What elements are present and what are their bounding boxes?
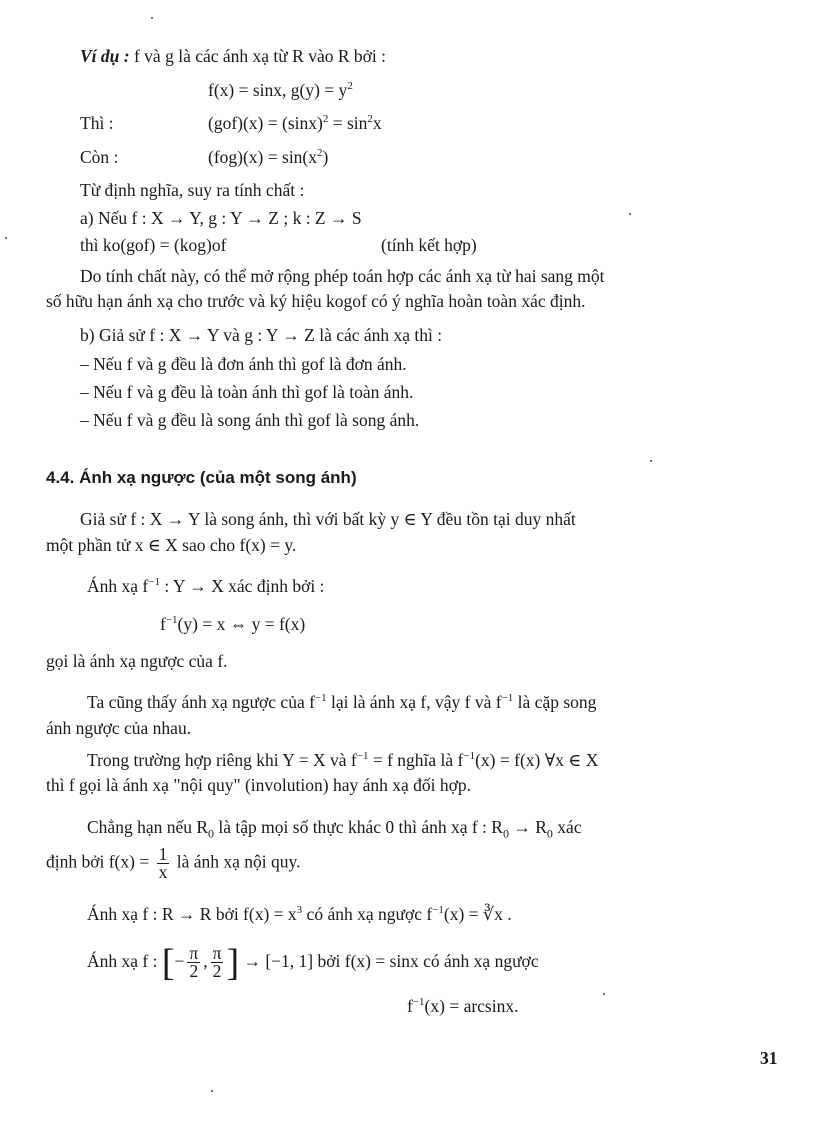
con-label: Còn :	[80, 147, 119, 167]
p6-line-1: Chẳng hạn nếu $R_0$ là tập mọi số thực khác 0 thì ánh xạ f : $R_0 \to R_0$ xác	[87, 817, 582, 841]
p2-line: Ánh xạ $f^{-1}$ : Y → X xác định bởi :	[87, 576, 325, 596]
example-intro-text: f và g là các ánh xạ từ R vào R bởi :	[133, 46, 386, 66]
section-heading: 4.4. Ánh xạ ngược (của một song ánh)	[46, 468, 357, 487]
p4-line-1: Ta cũng thấy ánh xạ ngược của $f^{-1}$ lại là ánh xạ f, vậy f và $f^{-1}$ là cặp song	[87, 692, 597, 712]
assoc-note: (tính kết hợp)	[381, 235, 477, 255]
bullet-2: – Nếu f và g đều là toàn ánh thì gof là toàn ánh.	[80, 382, 414, 402]
one-over-x-fraction: $\frac{1}{x}$	[158, 844, 168, 882]
p5-line-1: Trong trường hợp riêng khi Y = X và $f^{-1} = f$ nghĩa là $f^{-1}(x) = f(x)$ ∀x ∈ X	[87, 750, 599, 770]
scan-speck	[151, 17, 153, 19]
gof-formula: $(gof)(x) = (\sin x)^2 = \sin^2x$	[208, 113, 382, 133]
pi-over-two-fraction-right: $\frac{\pi}{2}$	[212, 943, 222, 982]
thi-label: Thì :	[80, 113, 114, 133]
p7-line: Ánh xạ f : R → R bởi $f(x) = x^3$ có ánh xạ ngược $f^{-1}(x)$ = ∛x .	[87, 904, 512, 924]
page-number: 31	[760, 1048, 778, 1068]
fog-formula: $(fog)(x) = \sin(x^2)$	[208, 147, 329, 167]
p5-line-2: thì f gọi là ánh xạ "nội quy" (involution) hay ánh xạ đối hợp.	[46, 775, 471, 795]
bullet-1: – Nếu f và g đều là đơn ánh thì gof là đơn ánh.	[80, 354, 407, 374]
example-definition: f(x) = sinx, $g(y) = y^2$	[208, 80, 353, 100]
example-label: Ví dụ :	[80, 46, 130, 66]
p6-line-2: định bởi f(x) = $\frac{1}{x}$ là ánh xạ nội quy.	[46, 844, 301, 882]
left-bracket: [	[161, 941, 175, 984]
p4-line-2: ánh ngược của nhau.	[46, 718, 192, 738]
prop-b-line: b) Giả sử f : X → Y và g : Y → Z là các ánh xạ thì :	[80, 325, 443, 345]
p9-line: $f^{-1}(x) = \arcsin x$.	[407, 996, 519, 1016]
scan-speck	[650, 460, 652, 462]
scan-speck	[211, 1090, 213, 1092]
p8-line: Ánh xạ f : [− $\frac{\pi}{2}$ , $\frac{\pi}{2}$ ] → [−1, 1] bởi f(x) = sinx có ánh xạ ngược	[87, 941, 539, 984]
p1-line-2: một phần tử x ∈ X sao cho f(x) = y.	[46, 535, 297, 555]
scan-speck	[603, 993, 605, 995]
example-intro	[80, 44, 386, 68]
extend-line-1: Do tính chất này, có thể mở rộng phép toán hợp các ánh xạ từ hai sang một	[80, 266, 605, 286]
scan-speck	[629, 213, 631, 215]
extend-line-2: số hữu hạn ánh xạ cho trước và ký hiệu kogof có ý nghĩa hoàn toàn xác định.	[46, 291, 586, 311]
prop-a-line: a) Nếu f : X → Y, g : Y → Z ; k : Z → S	[80, 208, 362, 228]
right-bracket: ]	[226, 941, 240, 984]
pi-over-two-fraction-left: $\frac{\pi}{2}$	[189, 943, 199, 982]
props-intro: Từ định nghĩa, suy ra tính chất :	[80, 180, 305, 200]
p1-line-1: Giả sử f : X → Y là song ánh, thì với bất kỳ y ∈ Y đều tồn tại duy nhất	[80, 509, 576, 529]
scan-speck	[5, 237, 7, 239]
assoc-formula: thì ko(gof) = (kog)of	[80, 235, 227, 255]
inverse-equation: $f^{-1}(y) = x$ ⇔ y = f(x)	[160, 614, 306, 634]
bullet-3: – Nếu f và g đều là song ánh thì gof là song ánh.	[80, 410, 420, 430]
p3-line: gọi là ánh xạ ngược của f.	[46, 651, 228, 671]
